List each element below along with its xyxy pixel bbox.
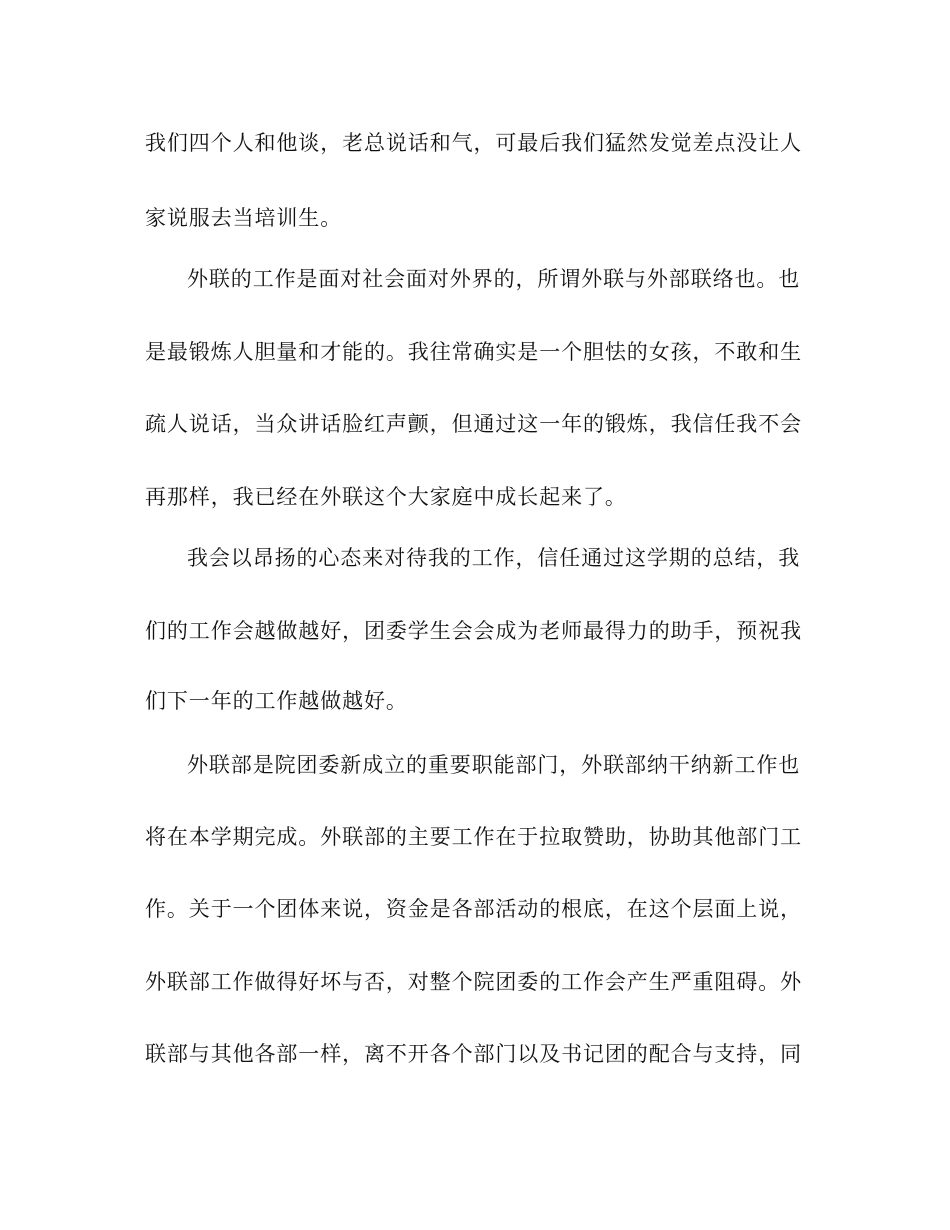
- paragraph-first-line: 我会以昂扬的心态来对待我的工作，信任通过这学期的总结，我: [187, 546, 801, 570]
- text-line: 疏人说话，当众讲话脸红声颤，但通过这一年的锻炼，我信任我不会: [145, 412, 802, 436]
- text-line: 是最锻炼人胆量和才能的。我往常确实是一个胆怯的女孩，不敢和生: [145, 340, 802, 364]
- text-line: 联部与其他各部一样，离不开各个部门以及书记团的配合与支持，同: [145, 1042, 802, 1066]
- text-line: 外联部工作做得好坏与否，对整个院团委的工作会产生严重阻碍。外: [145, 970, 802, 994]
- text-line: 作。关于一个团体来说，资金是各部活动的根底，在这个层面上说，: [145, 897, 802, 921]
- text-line: 们的工作会越做越好，团委学生会会成为老师最得力的助手，预祝我: [145, 619, 802, 643]
- text-line: 们下一年的工作越做越好。: [145, 689, 408, 713]
- text-line: 家说服去当培训生。: [145, 206, 343, 230]
- text-line: 将在本学期完成。外联部的主要工作在于拉取赞助，协助其他部门工: [145, 825, 802, 849]
- paragraph-first-line: 外联部是院团委新成立的重要职能部门，外联部纳干纳新工作也: [187, 753, 801, 777]
- text-line: 我们四个人和他谈，老总说话和气，可最后我们猛然发觉差点没让人: [145, 131, 802, 155]
- paragraph-first-line: 外联的工作是面对社会面对外界的，所谓外联与外部联络也。也: [187, 267, 801, 291]
- text-line: 再那样，我已经在外联这个大家庭中成长起来了。: [145, 485, 627, 509]
